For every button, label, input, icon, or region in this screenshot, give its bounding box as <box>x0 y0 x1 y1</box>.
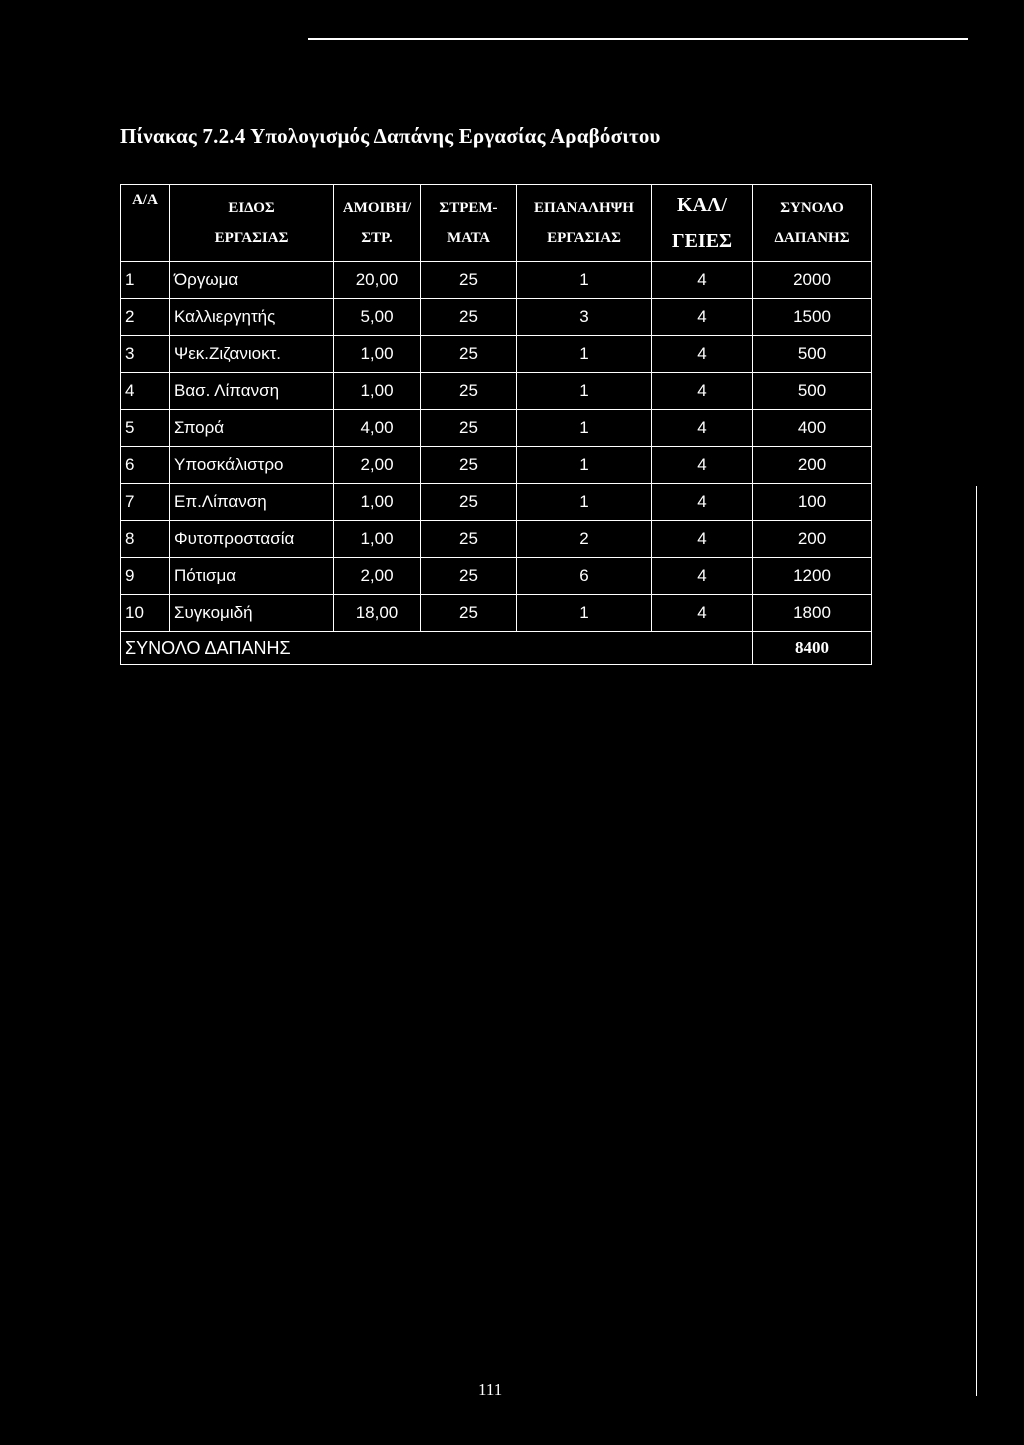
cell-rate: 20,00 <box>334 262 421 299</box>
cell-repetition: 2 <box>517 521 652 558</box>
cell-aa: 1 <box>121 262 170 299</box>
cell-seasons: 4 <box>652 336 753 373</box>
cell-area: 25 <box>421 521 517 558</box>
cell-repetition: 1 <box>517 373 652 410</box>
table-row <box>121 595 872 632</box>
top-rule <box>308 38 968 40</box>
cell-aa: 10 <box>121 595 170 632</box>
cell-seasons: 4 <box>652 521 753 558</box>
table-row <box>121 299 872 336</box>
cell-total: 500 <box>753 336 872 373</box>
cell-seasons: 4 <box>652 299 753 336</box>
cell-work-type: Φυτοπροστασία <box>170 521 334 558</box>
cell-area: 25 <box>421 373 517 410</box>
cell-total: 1800 <box>753 595 872 632</box>
cell-rate: 1,00 <box>334 373 421 410</box>
cell-repetition: 1 <box>517 410 652 447</box>
cell-area: 25 <box>421 410 517 447</box>
cell-total: 200 <box>753 521 872 558</box>
cell-work-type: Υποσκάλιστρο <box>170 447 334 484</box>
cell-rate: 5,00 <box>334 299 421 336</box>
cell-seasons: 4 <box>652 410 753 447</box>
cell-rate: 1,00 <box>334 336 421 373</box>
cell-work-type: Συγκομιδή <box>170 595 334 632</box>
right-margin-rule <box>976 486 977 1396</box>
total-value: 8400 <box>753 632 872 665</box>
cell-aa: 4 <box>121 373 170 410</box>
table-row <box>121 262 872 299</box>
cell-total: 100 <box>753 484 872 521</box>
header-row <box>121 185 872 262</box>
cell-seasons: 4 <box>652 484 753 521</box>
header-seasons: ΚΑΛ/ ΓΕΙΕΣ <box>652 185 753 262</box>
cell-work-type: Ψεκ.Ζιζανιοκτ. <box>170 336 334 373</box>
cell-work-type: Όργωμα <box>170 262 334 299</box>
cell-repetition: 1 <box>517 336 652 373</box>
cell-total: 400 <box>753 410 872 447</box>
cell-aa: 2 <box>121 299 170 336</box>
cell-seasons: 4 <box>652 447 753 484</box>
cell-rate: 18,00 <box>334 595 421 632</box>
cell-work-type: Πότισμα <box>170 558 334 595</box>
cell-aa: 7 <box>121 484 170 521</box>
cell-seasons: 4 <box>652 262 753 299</box>
cell-area: 25 <box>421 595 517 632</box>
cell-rate: 2,00 <box>334 447 421 484</box>
header-kind: ΕΙΔΟΣ ΕΡΓΑΣΙΑΣ <box>170 185 334 262</box>
cell-repetition: 3 <box>517 299 652 336</box>
table-row <box>121 521 872 558</box>
cell-total: 2000 <box>753 262 872 299</box>
cell-area: 25 <box>421 484 517 521</box>
cell-total: 1200 <box>753 558 872 595</box>
table-caption: Πίνακας 7.2.4 Υπολογισμός Δαπάνης Εργασίας Αραβόσιτου <box>120 124 661 148</box>
cell-rate: 2,00 <box>334 558 421 595</box>
cell-work-type: Βασ. Λίπανση <box>170 373 334 410</box>
table-row <box>121 336 872 373</box>
cell-aa: 9 <box>121 558 170 595</box>
header-rate: ΑΜΟΙΒΗ/ ΣΤΡ. <box>334 185 421 262</box>
cost-table <box>120 184 872 665</box>
cell-work-type: Καλλιεργητής <box>170 299 334 336</box>
header-area: ΣΤΡΕΜ- ΜΑΤΑ <box>421 185 517 262</box>
cell-area: 25 <box>421 447 517 484</box>
cell-aa: 3 <box>121 336 170 373</box>
cell-work-type: Επ.Λίπανση <box>170 484 334 521</box>
cell-repetition: 1 <box>517 595 652 632</box>
total-label: ΣΥΝΟΛΟ ΔΑΠΑΝΗΣ <box>121 632 753 665</box>
total-row <box>121 632 872 665</box>
page-number: 111 <box>478 1380 503 1399</box>
table-row <box>121 373 872 410</box>
cell-total: 500 <box>753 373 872 410</box>
cell-repetition: 1 <box>517 262 652 299</box>
cell-area: 25 <box>421 336 517 373</box>
header-total: ΣΥΝΟΛΟ ΔΑΠΑΝΗΣ <box>753 185 872 262</box>
cell-total: 1500 <box>753 299 872 336</box>
cell-seasons: 4 <box>652 558 753 595</box>
cell-repetition: 6 <box>517 558 652 595</box>
cell-aa: 8 <box>121 521 170 558</box>
cell-rate: 1,00 <box>334 484 421 521</box>
cell-area: 25 <box>421 299 517 336</box>
cell-aa: 5 <box>121 410 170 447</box>
table-row <box>121 484 872 521</box>
table-row <box>121 410 872 447</box>
table-row <box>121 558 872 595</box>
header-aa: Α/Α <box>121 185 170 262</box>
cell-rate: 4,00 <box>334 410 421 447</box>
cell-seasons: 4 <box>652 373 753 410</box>
cell-aa: 6 <box>121 447 170 484</box>
cell-area: 25 <box>421 262 517 299</box>
cell-repetition: 1 <box>517 447 652 484</box>
cell-repetition: 1 <box>517 484 652 521</box>
cell-area: 25 <box>421 558 517 595</box>
table-row <box>121 447 872 484</box>
cell-work-type: Σπορά <box>170 410 334 447</box>
cell-seasons: 4 <box>652 595 753 632</box>
header-repetition: ΕΠΑΝΑΛΗΨΗ ΕΡΓΑΣΙΑΣ <box>517 185 652 262</box>
cell-rate: 1,00 <box>334 521 421 558</box>
cell-total: 200 <box>753 447 872 484</box>
